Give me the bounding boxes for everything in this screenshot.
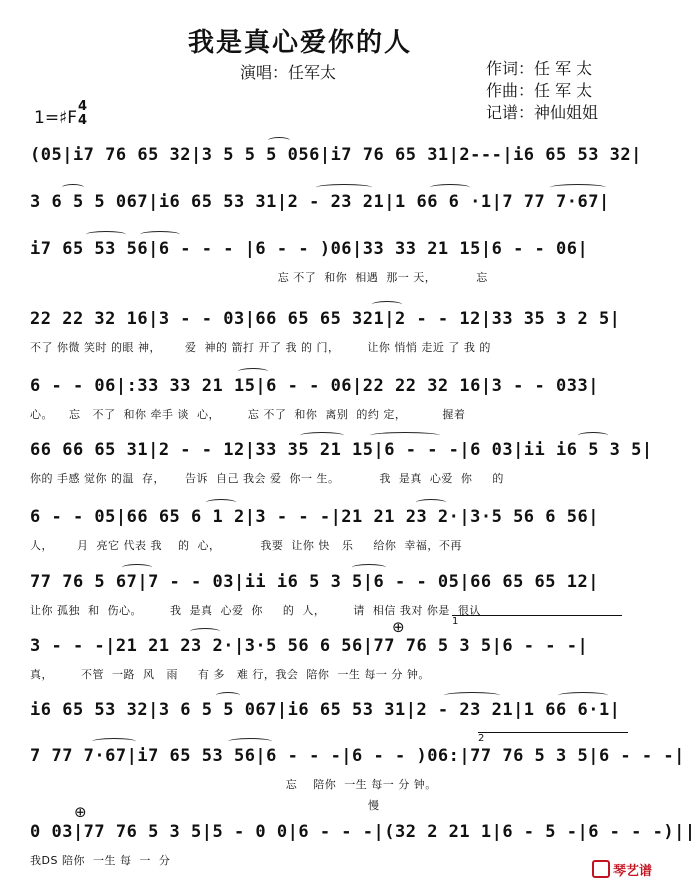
slur	[62, 184, 84, 191]
row-notes: 22 22 32 16|3 - - 03|66 65 65 321|2 - - 12|33 35 3 2 5|	[30, 309, 621, 329]
tempo-marking: 慢	[368, 799, 379, 812]
row-lyric: 忘 不了 和你 相遇 那一 天， 忘	[30, 271, 488, 284]
row-notes: i7 65 53 56|6 - - - |6 - - )06|33 33 21 15|6 - - 06|	[30, 239, 589, 259]
slur	[92, 738, 136, 745]
slur	[216, 692, 240, 699]
slur	[316, 184, 372, 191]
row-notes: 3 6 5 5 067|i6 65 53 31|2 - 23 21|1 66 6 ·1|7 77 7·67|	[30, 192, 610, 212]
slur	[140, 231, 180, 238]
row-notes: 66 66 65 31|2 - - 12|33 35 21 15|6 - - -|6 03|ii i6 5 3 5|	[30, 440, 653, 460]
slur	[416, 499, 446, 506]
slur	[268, 137, 290, 144]
coda-icon: ⊕	[74, 803, 87, 821]
credits	[486, 58, 598, 124]
slur	[238, 368, 268, 375]
song-title: 我是真心爱你的人	[187, 28, 412, 58]
volta-2-label: 2	[478, 733, 485, 744]
row-notes: 7 77 7·67|i7 65 53 56|6 - - -|6 - - )06:|77 76 5 3 5|6 - - -|	[30, 746, 685, 766]
slur	[206, 499, 236, 506]
row-notes: (05|i7 76 65 32|3 5 5 5 056|i7 76 65 31|2---|i6 65 53 32|	[30, 145, 642, 165]
volta-bracket-2	[478, 732, 628, 744]
lyricist-credit: 作词：任 军 太	[486, 59, 593, 78]
slur	[550, 184, 606, 191]
row-lyric: 让你 孤独 和 伤心。 我 是真 心爱 你 的 人， 请 相信 我对 你是 很认	[30, 604, 481, 617]
row-lyric: 忘 陪你 一生 每一 分 钟。	[30, 778, 437, 791]
brand-logo-icon	[592, 860, 610, 878]
coda-icon: ⊕	[392, 618, 405, 636]
row-notes: 77 76 5 67|7 - - 03|ii i6 5 3 5|6 - - 05|66 65 65 12|	[30, 572, 599, 592]
row-lyric: 不了 你微 笑时 的眼 神， 爱 神的 箭打 开了 我 的 门， 让你 悄悄 走近 了 我 的	[30, 341, 491, 354]
meter-top: 4	[78, 99, 88, 114]
slur	[300, 432, 344, 439]
row-notes: 0 03|77 76 5 3 5|5 - 0 0|6 - - -|(32 2 21 1|6 - 5 -|6 - - -)||	[30, 822, 696, 842]
row-notes: i6 65 53 32|3 6 5 5 067|i6 65 53 31|2 - 23 21|1 66 6·1|	[30, 700, 621, 720]
row-lyric: 我DS 陪你 一生 每 一 分	[30, 854, 171, 867]
slur	[430, 184, 470, 191]
slur	[86, 231, 126, 238]
composer-credit: 作曲：任 军 太	[486, 81, 593, 100]
volta-1-label: 1	[452, 616, 459, 627]
meter-bottom: 4	[78, 113, 88, 128]
slur	[352, 564, 386, 571]
row-notes: 6 - - 05|66 65 6 1 2|3 - - -|21 21 23 2·|3·5 56 6 56|	[30, 507, 599, 527]
brand-name: 琴艺谱	[612, 864, 652, 879]
time-signature	[78, 100, 87, 128]
brand-watermark	[592, 860, 652, 879]
volta-bracket-1	[452, 615, 622, 627]
row-lyric: 真， 不管 一路 风 雨 有 多 难 行，我会 陪你 一生 每一 分 钟。	[30, 668, 430, 681]
slur	[190, 628, 220, 635]
transcriber-credit: 记谱：神仙姐姐	[486, 103, 599, 122]
slur	[558, 692, 608, 699]
row-lyric: 人， 月 亮它 代表 我 的 心， 我要 让你 快 乐 给你 幸福，不再	[30, 539, 462, 552]
key-signature: 1=♯F	[34, 108, 78, 128]
row-notes: 6 - - 06|:33 33 21 15|6 - - 06|22 22 32 16|3 - - 033|	[30, 376, 599, 396]
row-lyric: 心。 忘 不了 和你 牵手 谈 心， 忘 不了 和你 离别 的约 定， 握着	[30, 408, 466, 421]
slur	[372, 301, 402, 308]
singer-credit: 演唱：任军太	[240, 63, 337, 82]
slur	[122, 564, 152, 571]
row-lyric: 你的 手感 觉你 的温 存， 告诉 自己 我会 爱 你一 生。 我 是真 心爱 你 的	[30, 472, 504, 485]
slur	[228, 738, 272, 745]
slur	[578, 432, 608, 439]
slur	[370, 432, 440, 439]
row-notes: 3 - - -|21 21 23 2·|3·5 56 6 56|77 76 5 3 5|6 - - -|	[30, 636, 589, 656]
slur	[444, 692, 500, 699]
